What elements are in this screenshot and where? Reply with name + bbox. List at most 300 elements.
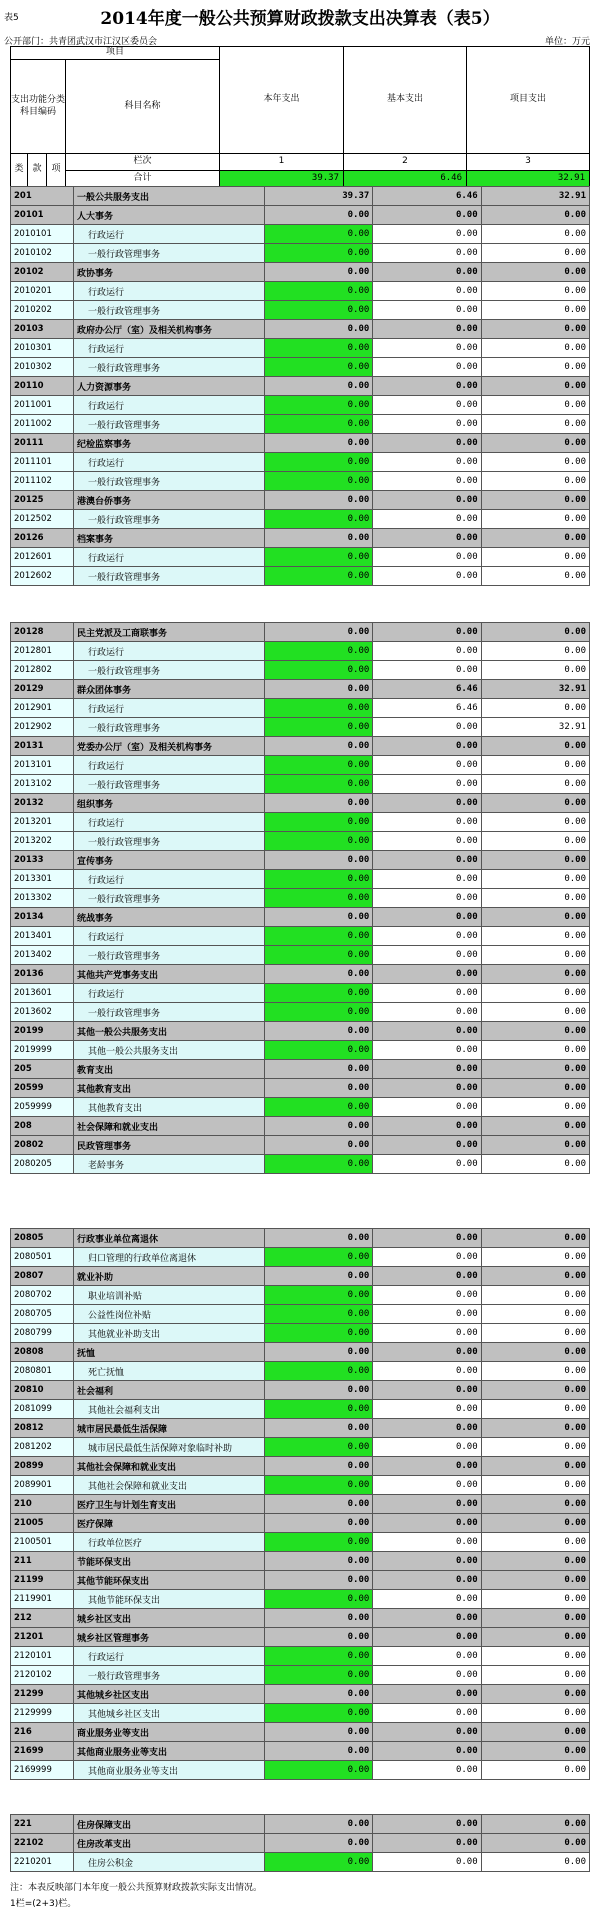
value-project: 0.00 (481, 1457, 589, 1476)
subject-code: 2012902 (11, 718, 74, 737)
value-project: 0.00 (481, 472, 589, 491)
value-basic: 0.00 (373, 1098, 481, 1117)
value-basic: 0.00 (373, 1742, 481, 1761)
value-current-year: 0.00 (265, 1343, 373, 1362)
subject-name: 行政运行 (74, 756, 265, 775)
table-row (11, 927, 590, 946)
value-project: 0.00 (481, 1742, 589, 1761)
value-current-year: 0.00 (265, 927, 373, 946)
subject-name: 其他共产党事务支出 (74, 965, 265, 984)
value-project: 0.00 (481, 358, 589, 377)
value-basic: 0.00 (373, 1571, 481, 1590)
unit-label: 单位：万元 (544, 37, 590, 47)
value-current-year: 0.00 (265, 434, 373, 453)
table-header (10, 46, 590, 186)
subject-code: 20599 (11, 1079, 74, 1098)
subject-name: 商业服务业等支出 (74, 1723, 265, 1742)
table-row (11, 1590, 590, 1609)
value-current-year: 0.00 (265, 1229, 373, 1248)
table-row (11, 1343, 590, 1362)
value-current-year: 0.00 (265, 832, 373, 851)
value-project: 0.00 (481, 1761, 589, 1780)
value-basic: 0.00 (373, 870, 481, 889)
value-current-year: 0.00 (265, 756, 373, 775)
value-project: 0.00 (481, 320, 589, 339)
value-basic: 0.00 (373, 927, 481, 946)
table-row (11, 1229, 590, 1248)
header-col-project: 项目支出 (466, 46, 590, 154)
value-current-year: 0.00 (265, 1552, 373, 1571)
value-project: 0.00 (481, 1324, 589, 1343)
value-current-year: 0.00 (265, 1628, 373, 1647)
value-basic: 0.00 (373, 510, 481, 529)
subject-code: 2210201 (11, 1853, 74, 1872)
subject-code: 2013601 (11, 984, 74, 1003)
value-project: 0.00 (481, 1248, 589, 1267)
value-basic: 0.00 (373, 491, 481, 510)
subject-code: 2019999 (11, 1041, 74, 1060)
table-row (11, 1041, 590, 1060)
value-current-year: 0.00 (265, 794, 373, 813)
subject-code: 2013402 (11, 946, 74, 965)
subject-code: 221 (11, 1815, 74, 1834)
table-row (11, 1609, 590, 1628)
value-current-year: 0.00 (265, 244, 373, 263)
value-basic: 0.00 (373, 282, 481, 301)
subject-name: 一般公共服务支出 (74, 187, 265, 206)
value-current-year: 0.00 (265, 301, 373, 320)
value-basic: 0.00 (373, 642, 481, 661)
table-row (11, 1704, 590, 1723)
total-col-3: 32.91 (466, 170, 590, 187)
doc-header (0, 0, 600, 52)
subject-name: 一般行政管理事务 (74, 472, 265, 491)
value-basic: 0.00 (373, 1685, 481, 1704)
table-row (11, 472, 590, 491)
value-basic: 6.46 (373, 699, 481, 718)
value-project: 0.00 (481, 1041, 589, 1060)
value-basic: 0.00 (373, 1136, 481, 1155)
value-current-year: 0.00 (265, 1267, 373, 1286)
table-row (11, 794, 590, 813)
value-project: 0.00 (481, 1853, 589, 1872)
value-basic: 0.00 (373, 1609, 481, 1628)
value-basic: 0.00 (373, 453, 481, 472)
value-basic: 0.00 (373, 737, 481, 756)
subject-code: 2012601 (11, 548, 74, 567)
value-project: 0.00 (481, 1362, 589, 1381)
value-project: 0.00 (481, 1117, 589, 1136)
header-lanci: 栏次 (65, 153, 220, 171)
value-basic: 0.00 (373, 1229, 481, 1248)
subject-code: 2013102 (11, 775, 74, 794)
subject-name: 教育支出 (74, 1060, 265, 1079)
value-current-year: 0.00 (265, 1117, 373, 1136)
subject-name: 行政运行 (74, 699, 265, 718)
subject-code: 2011002 (11, 415, 74, 434)
value-basic: 0.00 (373, 1079, 481, 1098)
value-basic: 0.00 (373, 1286, 481, 1305)
subject-name: 一般行政管理事务 (74, 661, 265, 680)
value-current-year: 0.00 (265, 737, 373, 756)
table-row (11, 832, 590, 851)
subject-code: 2011001 (11, 396, 74, 415)
value-current-year: 0.00 (265, 775, 373, 794)
value-project: 0.00 (481, 1571, 589, 1590)
value-project: 0.00 (481, 510, 589, 529)
total-col-2: 6.46 (343, 170, 467, 187)
subject-name: 港澳台侨事务 (74, 491, 265, 510)
table-row (11, 358, 590, 377)
value-current-year: 0.00 (265, 851, 373, 870)
subject-name: 其他一般公共服务支出 (74, 1022, 265, 1041)
table-row (11, 889, 590, 908)
value-basic: 0.00 (373, 1815, 481, 1834)
subject-name: 行政运行 (74, 813, 265, 832)
value-project: 0.00 (481, 1590, 589, 1609)
subject-name: 宣传事务 (74, 851, 265, 870)
table-row (11, 434, 590, 453)
subject-code: 2129999 (11, 1704, 74, 1723)
table-row (11, 301, 590, 320)
value-project: 0.00 (481, 889, 589, 908)
value-project: 0.00 (481, 1022, 589, 1041)
subject-name: 城乡社区管理事务 (74, 1628, 265, 1647)
value-current-year: 0.00 (265, 548, 373, 567)
value-basic: 0.00 (373, 851, 481, 870)
value-basic: 0.00 (373, 1117, 481, 1136)
header-col-basic: 基本支出 (343, 46, 467, 154)
value-project: 0.00 (481, 415, 589, 434)
subject-code: 20810 (11, 1381, 74, 1400)
value-project: 0.00 (481, 1136, 589, 1155)
value-basic: 0.00 (373, 320, 481, 339)
table-row (11, 908, 590, 927)
subject-code: 2080799 (11, 1324, 74, 1343)
subject-name: 其他节能环保支出 (74, 1590, 265, 1609)
subject-name: 节能环保支出 (74, 1552, 265, 1571)
table-row (11, 1628, 590, 1647)
value-project: 32.91 (481, 187, 589, 206)
table-row (11, 187, 590, 206)
subject-name: 一般行政管理事务 (74, 301, 265, 320)
table-row (11, 1400, 590, 1419)
subject-name: 住房保障支出 (74, 1815, 265, 1834)
table-row (11, 623, 590, 642)
value-project: 0.00 (481, 263, 589, 282)
value-basic: 0.00 (373, 1324, 481, 1343)
value-project: 0.00 (481, 1003, 589, 1022)
value-current-year: 0.00 (265, 908, 373, 927)
subject-code: 208 (11, 1117, 74, 1136)
subject-code: 21699 (11, 1742, 74, 1761)
table-row (11, 737, 590, 756)
subject-code: 2120101 (11, 1647, 74, 1666)
subject-code: 21299 (11, 1685, 74, 1704)
value-current-year: 0.00 (265, 320, 373, 339)
subject-name: 人大事务 (74, 206, 265, 225)
subject-name: 其他商业服务业等支出 (74, 1761, 265, 1780)
value-project: 0.00 (481, 661, 589, 680)
subject-name: 行政运行 (74, 642, 265, 661)
table-row (11, 1305, 590, 1324)
value-current-year: 0.00 (265, 1419, 373, 1438)
value-project: 0.00 (481, 453, 589, 472)
subject-name: 行政运行 (74, 282, 265, 301)
value-project: 0.00 (481, 623, 589, 642)
value-current-year: 0.00 (265, 377, 373, 396)
value-project: 0.00 (481, 1666, 589, 1685)
subject-code: 201 (11, 187, 74, 206)
value-basic: 0.00 (373, 206, 481, 225)
value-basic: 0.00 (373, 244, 481, 263)
subject-code: 211 (11, 1552, 74, 1571)
value-current-year: 0.00 (265, 1098, 373, 1117)
header-heji: 合计 (65, 170, 220, 187)
table-row (11, 263, 590, 282)
subject-code: 20133 (11, 851, 74, 870)
subject-name: 一般行政管理事务 (74, 358, 265, 377)
value-basic: 0.00 (373, 263, 481, 282)
value-project: 0.00 (481, 1098, 589, 1117)
value-project: 0.00 (481, 301, 589, 320)
value-project: 0.00 (481, 737, 589, 756)
subject-name: 民主党派及工商联事务 (74, 623, 265, 642)
subject-name: 统战事务 (74, 908, 265, 927)
value-basic: 0.00 (373, 832, 481, 851)
subject-code: 21199 (11, 1571, 74, 1590)
subject-name: 纪检监察事务 (74, 434, 265, 453)
subject-code: 2010102 (11, 244, 74, 263)
table-row (11, 244, 590, 263)
value-project: 0.00 (481, 1552, 589, 1571)
value-project: 0.00 (481, 206, 589, 225)
header-lei: 类 (10, 153, 28, 187)
value-project: 0.00 (481, 1400, 589, 1419)
subject-name: 其他城乡社区支出 (74, 1685, 265, 1704)
subject-name: 归口管理的行政单位离退休 (74, 1248, 265, 1267)
value-project: 0.00 (481, 1343, 589, 1362)
value-current-year: 0.00 (265, 1248, 373, 1267)
table-row (11, 548, 590, 567)
subject-code: 2013101 (11, 756, 74, 775)
value-basic: 0.00 (373, 1400, 481, 1419)
value-current-year: 0.00 (265, 1514, 373, 1533)
value-project: 32.91 (481, 718, 589, 737)
footnote-line-1: 注：本表反映部门本年度一般公共预算财政拨款实际支出情况。 (10, 1883, 263, 1893)
table-row (11, 1267, 590, 1286)
subject-name: 社会保障和就业支出 (74, 1117, 265, 1136)
table-row (11, 1324, 590, 1343)
value-project: 0.00 (481, 434, 589, 453)
value-current-year: 0.00 (265, 1761, 373, 1780)
value-current-year: 0.00 (265, 1704, 373, 1723)
subject-name: 组织事务 (74, 794, 265, 813)
value-basic: 0.00 (373, 1003, 481, 1022)
value-project: 0.00 (481, 1495, 589, 1514)
value-basic: 0.00 (373, 1248, 481, 1267)
table-row (11, 1060, 590, 1079)
value-basic: 0.00 (373, 415, 481, 434)
value-current-year: 0.00 (265, 1685, 373, 1704)
value-project: 0.00 (481, 1381, 589, 1400)
table-row (11, 1571, 590, 1590)
value-current-year: 0.00 (265, 453, 373, 472)
value-basic: 0.00 (373, 889, 481, 908)
subject-name: 其他社会保障和就业支出 (74, 1457, 265, 1476)
value-project: 32.91 (481, 680, 589, 699)
subject-name: 行政单位医疗 (74, 1533, 265, 1552)
value-basic: 0.00 (373, 472, 481, 491)
header-num-3: 3 (466, 153, 590, 171)
table-row (11, 718, 590, 737)
value-project: 0.00 (481, 548, 589, 567)
value-current-year: 0.00 (265, 1723, 373, 1742)
value-current-year: 0.00 (265, 1324, 373, 1343)
value-project: 0.00 (481, 225, 589, 244)
subject-code: 20126 (11, 529, 74, 548)
table-row (11, 661, 590, 680)
value-project: 0.00 (481, 1628, 589, 1647)
subject-name: 一般行政管理事务 (74, 415, 265, 434)
value-project: 0.00 (481, 1305, 589, 1324)
value-basic: 0.00 (373, 794, 481, 813)
footnote-line-2: 1栏=(2+3)栏。 (10, 1899, 77, 1909)
table-row (11, 1761, 590, 1780)
table-row (11, 396, 590, 415)
value-project: 0.00 (481, 1834, 589, 1853)
subject-name: 民政管理事务 (74, 1136, 265, 1155)
subject-name: 一般行政管理事务 (74, 244, 265, 263)
table-row (11, 529, 590, 548)
value-current-year: 0.00 (265, 1571, 373, 1590)
subject-name: 住房公积金 (74, 1853, 265, 1872)
subject-code: 2012901 (11, 699, 74, 718)
value-project: 0.00 (481, 1647, 589, 1666)
subject-name: 行政运行 (74, 225, 265, 244)
subject-name: 其他一般公共服务支出 (74, 1041, 265, 1060)
value-current-year: 39.37 (265, 187, 373, 206)
subject-code: 2080705 (11, 1305, 74, 1324)
value-project: 0.00 (481, 1514, 589, 1533)
value-current-year: 0.00 (265, 1666, 373, 1685)
header-num-2: 2 (343, 153, 467, 171)
value-basic: 0.00 (373, 434, 481, 453)
value-project: 0.00 (481, 775, 589, 794)
value-basic: 0.00 (373, 301, 481, 320)
subject-code: 2012802 (11, 661, 74, 680)
value-basic: 0.00 (373, 623, 481, 642)
table-row (11, 1552, 590, 1571)
table-row (11, 567, 590, 586)
value-basic: 0.00 (373, 813, 481, 832)
value-project: 0.00 (481, 1155, 589, 1174)
table-row (11, 680, 590, 699)
value-project: 0.00 (481, 1229, 589, 1248)
subject-code: 20110 (11, 377, 74, 396)
subject-name: 一般行政管理事务 (74, 946, 265, 965)
value-basic: 6.46 (373, 187, 481, 206)
subject-name: 政协事务 (74, 263, 265, 282)
subject-code: 2169999 (11, 1761, 74, 1780)
value-current-year: 0.00 (265, 1136, 373, 1155)
value-current-year: 0.00 (265, 358, 373, 377)
value-current-year: 0.00 (265, 1079, 373, 1098)
table-row (11, 1514, 590, 1533)
subject-code: 21201 (11, 1628, 74, 1647)
subject-name: 其他就业补助支出 (74, 1324, 265, 1343)
subject-code: 2120102 (11, 1666, 74, 1685)
value-project: 0.00 (481, 832, 589, 851)
value-current-year: 0.00 (265, 1834, 373, 1853)
value-basic: 0.00 (373, 1552, 481, 1571)
table-row (11, 1155, 590, 1174)
value-current-year: 0.00 (265, 1853, 373, 1872)
subject-code: 22102 (11, 1834, 74, 1853)
value-current-year: 0.00 (265, 1495, 373, 1514)
value-current-year: 0.00 (265, 642, 373, 661)
page-title: 2014年度一般公共预算财政拨款支出决算表（表5） (100, 9, 500, 29)
value-basic: 0.00 (373, 1666, 481, 1685)
subject-name: 其他商业服务业等支出 (74, 1742, 265, 1761)
value-basic: 6.46 (373, 680, 481, 699)
table-row (11, 339, 590, 358)
header-xiang: 项 (46, 153, 66, 187)
data-block-4 (10, 1814, 590, 1872)
department-label: 公开部门：共青团武汉市江汉区委员会 (4, 37, 158, 47)
table-row (11, 1136, 590, 1155)
value-current-year: 0.00 (265, 870, 373, 889)
value-current-year: 0.00 (265, 1305, 373, 1324)
value-current-year: 0.00 (265, 1647, 373, 1666)
value-basic: 0.00 (373, 529, 481, 548)
subject-code: 2081202 (11, 1438, 74, 1457)
value-current-year: 0.00 (265, 263, 373, 282)
value-basic: 0.00 (373, 718, 481, 737)
value-current-year: 0.00 (265, 699, 373, 718)
value-basic: 0.00 (373, 1495, 481, 1514)
header-subject-name: 科目名称 (65, 59, 220, 154)
value-current-year: 0.00 (265, 1590, 373, 1609)
table-row (11, 642, 590, 661)
total-col-1: 39.37 (219, 170, 344, 187)
subject-name: 医疗保障 (74, 1514, 265, 1533)
value-project: 0.00 (481, 699, 589, 718)
table-row (11, 851, 590, 870)
subject-code: 210 (11, 1495, 74, 1514)
table-row (11, 870, 590, 889)
subject-name: 一般行政管理事务 (74, 567, 265, 586)
subject-code: 2013401 (11, 927, 74, 946)
table-row (11, 1022, 590, 1041)
subject-code: 2080801 (11, 1362, 74, 1381)
value-current-year: 0.00 (265, 567, 373, 586)
subject-code: 2012801 (11, 642, 74, 661)
subject-name: 城乡社区支出 (74, 1609, 265, 1628)
value-basic: 0.00 (373, 1060, 481, 1079)
value-basic: 0.00 (373, 1155, 481, 1174)
value-current-year: 0.00 (265, 718, 373, 737)
value-basic: 0.00 (373, 1647, 481, 1666)
value-current-year: 0.00 (265, 1533, 373, 1552)
table-row (11, 282, 590, 301)
subject-name: 公益性岗位补贴 (74, 1305, 265, 1324)
subject-code: 216 (11, 1723, 74, 1742)
subject-code: 2100501 (11, 1533, 74, 1552)
value-basic: 0.00 (373, 965, 481, 984)
value-current-year: 0.00 (265, 1286, 373, 1305)
value-basic: 0.00 (373, 775, 481, 794)
